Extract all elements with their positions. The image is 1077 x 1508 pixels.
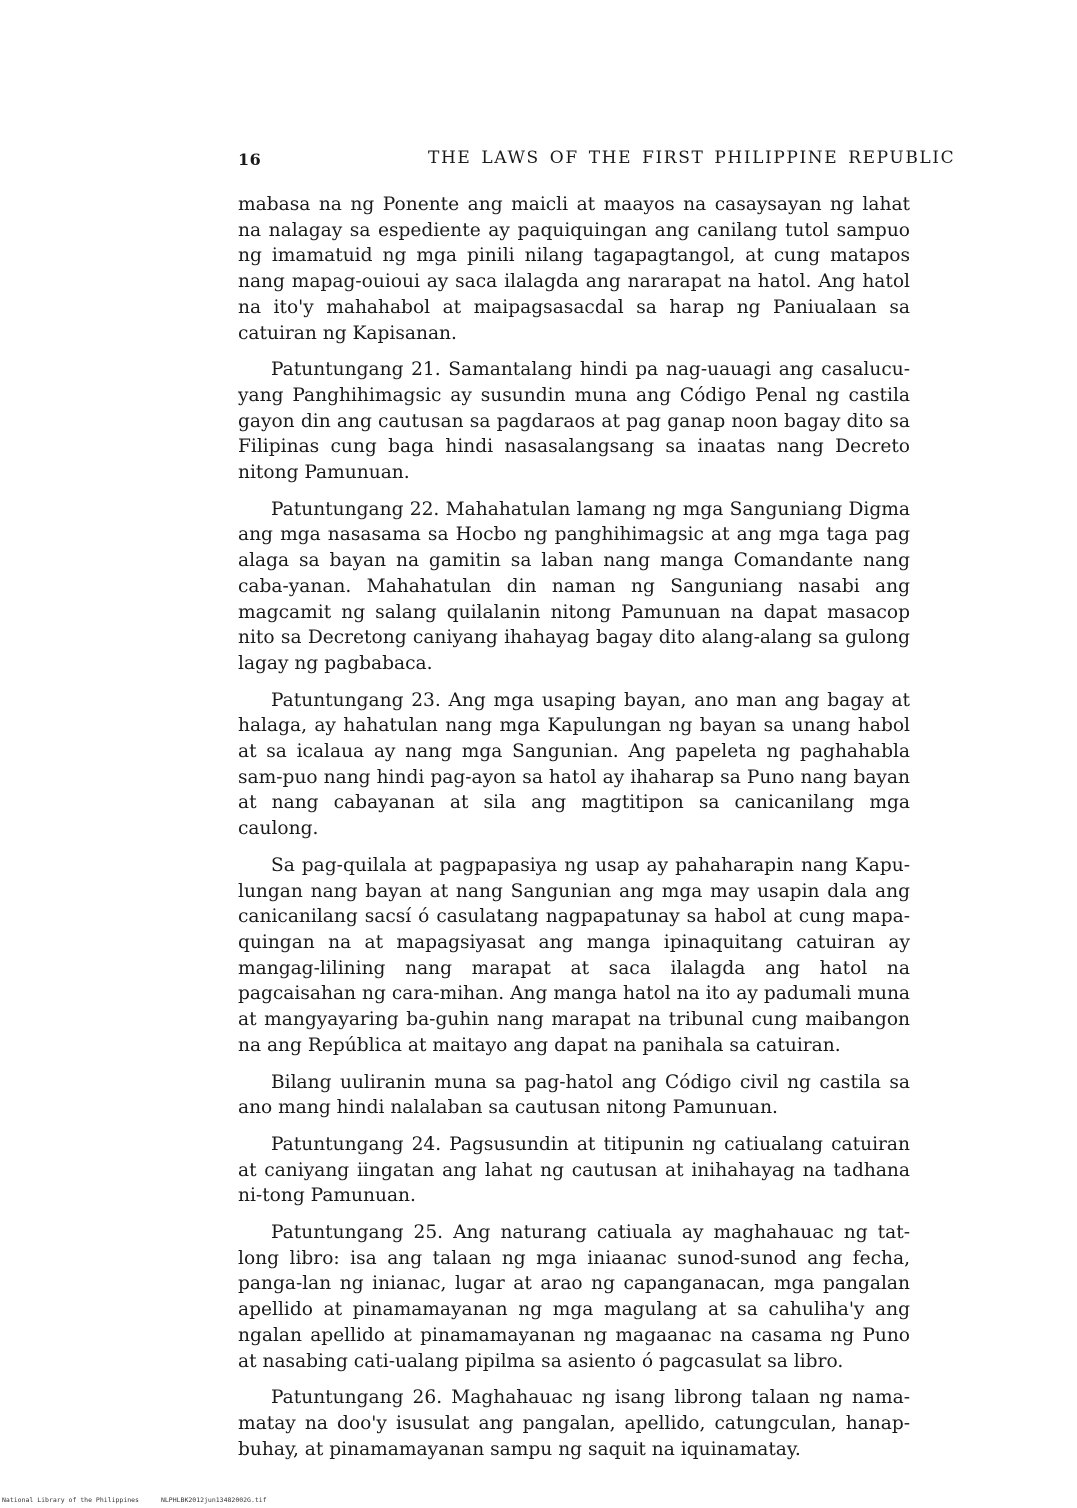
paragraph-article-23: Patuntungang 23. Ang mga usaping bayan, ano man ang bagay at halaga, ay hahatulan nang mga Kapulungan ng bayan sa unang habol at sa icalaua ay nang mga Sangunian. Ang papeleta ng paghahabla sam-puo nang hindi pag-ayon sa hatol ay ihaharap sa Puno nang bayan at nang cabayanan at sila ang magtitipon sa canicanilang mga caulong. <box>238 689 910 840</box>
footer-file-id: NLPHLBK2012jun13482002G.tif <box>160 1496 267 1504</box>
running-title: THE LAWS OF THE FIRST PHILIPPINE REPUBLIC <box>428 148 956 168</box>
paragraph-article-25: Patuntungang 25. Ang naturang catiuala ay maghahauac ng tat-long libro: isa ang talaan ng mga iniaanac sunod-sunod ang fecha, panga-lan ng inianac, lugar at arao ng capanganacan, mga pangalan apellido at pinamamayanan ng mga magulang at sa cahuliha'y ang ngalan apellido at pinamamayanan ng magaanac na casama ng Puno at nasabing cati-ualang pipilma sa asiento ó pagcasulat sa libro. <box>238 1222 910 1372</box>
paragraph-continuation: mabasa na ng Ponente ang maicli at maayos na casaysayan ng lahat na nalagay sa espediente ay paquiquingan ang canilang tutol sampuo ng imamatuid ng mga pinili nilang tagapagtangol, at cung matapos nang mapag-ouioui ay saca ilalagda ang nararapat na hatol. Ang hatol na ito'y mahahabol at maipagsasacdal sa harap ng Paniualaan sa catuiran ng Kapisanan. <box>238 194 910 344</box>
paragraph-article-21: Patuntungang 21. Samantalang hindi pa nag-uauagi ang casalucu-yang Panghihimagsic ay susundin muna ang Código Penal ng castila gayon din ang cautusan sa pagdaraos at pag ganap noon bagay dito sa Filipinas cung baga hindi nasasalangsang sa inaatas nang Decreto nitong Pamunuan. <box>238 359 910 484</box>
paragraph-article-22: Patuntungang 22. Mahahatulan lamang ng mga Sanguniang Digma ang mga nasasama sa Hocbo ng panghihimagsic at ang mga taga pag alaga sa bayan na gamitin sa laban nang manga Comandante nang caba-yanan. Mahahatulan din naman ng Sanguniang nasabi ang magcamit ng salang quilalanin nitong Pamunuan na dapat masacop nito sa Decretong caniyang ihahayag bagay dito alang-alang sa gulong lagay ng pagbabaca. <box>238 498 910 674</box>
paragraph-article-24: Patuntungang 24. Pagsusundin at titipunin ng catiualang catuiran at caniyang iingatan ang lahat ng cautusan at inihahayag na tadhana ni-tong Pamunuan. <box>238 1133 910 1207</box>
paragraph-article-23-civil-code: Bilang uuliranin muna sa pag-hatol ang Código civil ng castila sa ano mang hindi nalalaban sa cautusan nitong Pamunuan. <box>238 1071 910 1119</box>
scan-footer <box>2 1496 267 1504</box>
page-number: 16 <box>238 150 262 169</box>
paragraph-article-26: Patuntungang 26. Maghahauac ng isang librong talaan ng nama-matay na doo'y isusulat ang pangalan, apellido, catungculan, hanap-buhay, at pinamamayanan sampu ng saquit na iquinamatay. <box>238 1387 910 1460</box>
paragraph-article-23-hearing: Sa pag-quilala at pagpapasiya ng usap ay pahaharapin nang Kapu-lungan nang bayan at nang Sangunian ang mga may usapin dala ang canicanilang sacsí ó casulatang nagpapatunay sa habol at cung mapa-quingan na at mapagsiyasat ang manga ipinaquitang catuiran ay mangag-lilining nang marapat at saca ilalagda ang hatol na pagcaisahan ng cara-mihan. Ang manga hatol na ito ay padumali muna at mangyayaring ba-guhin nang marapat na tribunal cung maibangon na ang República at maitayo ang dapat na panihala sa catuiran. <box>238 854 910 1056</box>
body-text <box>238 192 910 1473</box>
footer-library: National Library of the Philippines <box>2 1496 139 1504</box>
